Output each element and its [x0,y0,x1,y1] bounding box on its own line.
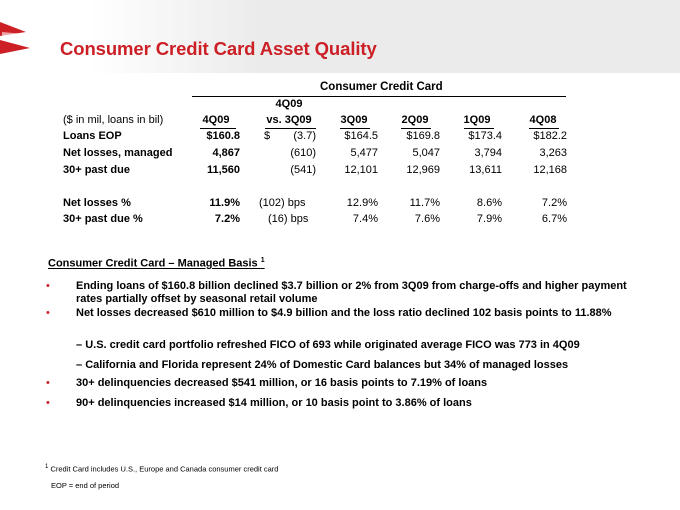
cell-4q08: $182.2 [533,130,567,142]
col-header-2q09: 2Q09 [401,114,429,126]
bullet-icon: • [46,280,50,292]
cell-vs: (541) [290,164,316,176]
cell-4q08: 7.2% [541,197,567,209]
row-label: 30+ past due % [63,213,143,225]
sub-bullet-fico [76,339,580,351]
row-label: Loans EOP [63,130,122,142]
dash-icon: – [76,339,83,351]
sub-bullet-fico-text: U.S. credit card portfolio refreshed FICO of 693 while originated average FICO was 773 in 4Q09 [85,339,580,351]
cell-1q09: $173.4 [468,130,502,142]
cell-1q09: 8.6% [476,197,502,209]
section-title [48,257,265,270]
footnote-eop: EOP = end of period [51,481,120,490]
cell-vs: (3.7) [293,130,316,142]
col-header-4q08: 4Q08 [529,114,557,126]
col-header-1q09: 1Q09 [463,114,491,126]
cell-3q09: 5,477 [350,147,378,159]
cell-4q09: $160.8 [206,130,240,142]
underline-vs [265,128,316,129]
cell-vs-symbol: $ [264,130,271,142]
cell-4q09: 11,560 [206,164,240,176]
bullet-90-plus-delinquencies: 90+ delinquencies increased $14 million, or 10 basis point to 3.86% of loans [76,397,472,409]
table-group-header: Consumer Credit Card [320,81,443,93]
row-label: Net losses, managed [63,147,173,159]
cell-3q09: $164.5 [344,130,378,142]
col-header-vs-bottom: vs. 3Q09 [266,114,312,126]
cell-vs: (102) bps [259,197,306,209]
cell-1q09: 13,611 [469,164,502,176]
cell-1q09: 3,794 [474,147,502,159]
cell-3q09: 7.4% [352,213,378,225]
cell-4q09: 7.2% [214,213,240,225]
underline-4q08 [529,128,559,129]
col-header-3q09: 3Q09 [340,114,368,126]
page-title: Consumer Credit Card Asset Quality [60,38,377,59]
bullet-ending-loans: Ending loans of $160.8 billion declined $3.7 billion or 2% from 3Q09 from charge-offs and higher payment rates partially offset by seasonal retail volume [76,280,627,305]
cell-4q08: 6.7% [541,213,567,225]
row-label: Net losses % [63,197,131,209]
cell-2q09: 12,969 [406,164,440,176]
bullet-30-plus-delinquencies: 30+ delinquencies decreased $541 million, or 16 basis points to 7.19% of loans [76,377,488,389]
section-title-text: Consumer Credit Card – Managed Basis [48,257,258,270]
footnote-1-text: Credit Card includes U.S., Europe and Canada consumer credit card [50,464,279,474]
underline-4q09 [200,128,236,129]
cell-vs: (16) bps [268,213,309,225]
row-label: 30+ past due [63,164,130,176]
unit-label: ($ in mil, loans in bil) [63,114,164,126]
section-title-footnote-marker: 1 [260,257,265,264]
bank-logo-icon [0,20,60,60]
cell-2q09: 5,047 [412,147,440,159]
cell-4q09: 4,867 [212,147,240,159]
header-band [0,0,680,73]
cell-2q09: $169.8 [406,130,440,142]
cell-1q09: 7.9% [476,213,502,225]
underline-2q09 [401,128,431,129]
cell-3q09: 12,101 [344,164,378,176]
sub-bullet-california-florida-text: California and Florida represent 24% of Domestic Card balances but 34% of managed losses [85,359,569,371]
cell-2q09: 7.6% [414,213,440,225]
table-header-rule [192,96,566,97]
col-header-vs-top: 4Q09 [275,98,303,110]
bullet-icon: • [46,397,50,409]
underline-3q09 [340,128,370,129]
sub-bullet-california-florida [76,359,568,371]
col-header-4q09: 4Q09 [202,114,230,126]
footnote-1 [45,464,278,474]
cell-2q09: 11.7% [409,197,440,209]
footnote-1-marker: 1 [45,464,49,470]
cell-4q09: 11.9% [209,197,240,209]
dash-icon: – [76,359,83,371]
bullet-icon: • [46,377,50,389]
underline-1q09 [464,128,494,129]
bullet-icon: • [46,307,50,319]
cell-vs: (610) [290,147,316,159]
cell-3q09: 12.9% [346,197,378,209]
cell-4q08: 3,263 [539,147,567,159]
bullet-net-losses: Net losses decreased $610 million to $4.9 billion and the loss ratio declined 102 basis points to 11.88% [76,307,612,319]
cell-4q08: 12,168 [533,164,567,176]
